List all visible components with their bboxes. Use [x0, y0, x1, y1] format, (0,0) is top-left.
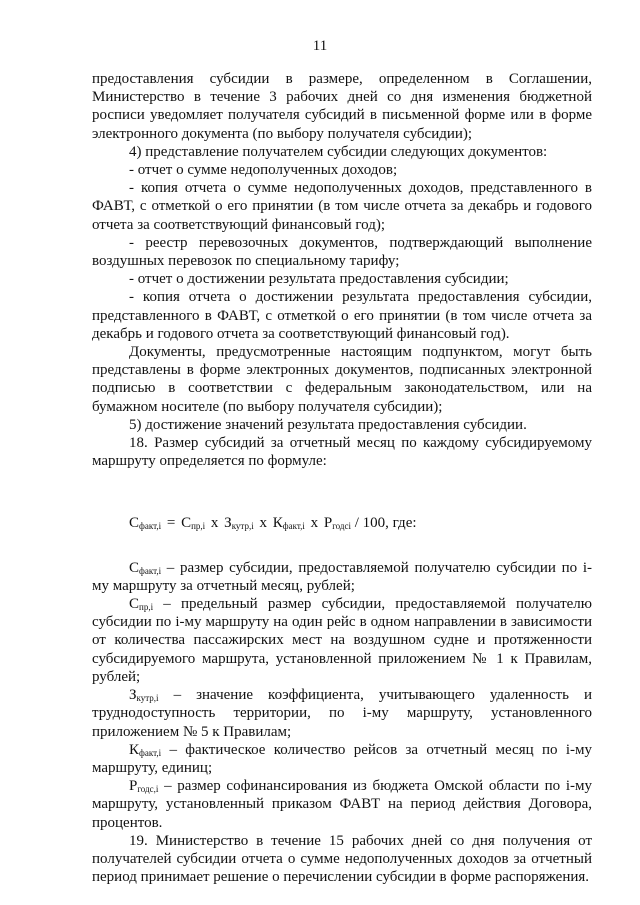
definition-text: – размер софинансирования из бюджета Омской области по i-му маршруту, установленный приказом ФАВТ на период действия Договора, процентов. — [92, 778, 592, 831]
definition-symbol: К — [129, 741, 140, 758]
definition-symbol: З — [129, 687, 137, 704]
formula-symbol: С — [129, 515, 140, 532]
definition-subscript: факт,i — [139, 565, 162, 576]
paragraph: предоставления субсидии в размере, определенном в Соглашении, Министерство в течение 3 рабочих дней со дня изменения бюджетной росписи уведомляет получателя субсидий в письменной форме или в форме электронного документа (по выбору получателя субсидии); — [92, 71, 592, 142]
formula-subscript: факт,i — [282, 521, 305, 532]
paragraph: Документы, предусмотренные настоящим подпунктом, могут быть представлены в форме электронных документов, подписанных электронной подписью в соответствии с федеральным законодательством, или на бумажном носителе (по выбору получателя субсидии); — [92, 344, 592, 415]
list-item: - реестр перевозочных документов, подтверждающий выполнение воздушных перевозок по специальному тарифу; — [92, 234, 592, 270]
definition-symbol: С — [129, 559, 140, 576]
definition — [92, 741, 592, 777]
definition-subscript: факт,i — [139, 747, 162, 758]
paragraph: 19. Министерство в течение 15 рабочих дней со дня получения от получателей субсидии отчета о сумме недополученных доходов за отчетный период принимает решение о перечислении субсидии в форме распоряжения. — [92, 832, 592, 886]
formula-symbol: К — [272, 515, 283, 532]
definition-subscript: пр,i — [139, 602, 154, 613]
formula-tail: / 100, где: — [354, 515, 417, 532]
formula-operator: x — [210, 515, 219, 532]
definition-text: – предельный размер субсидии, предоставляемой получателю субсидии по i-му маршруту на один рейс в одном направлении в зависимости от количества пассажирских мест на воздушном судне и протяженности субсидируемого маршрута, установленной приложением № 1 к Правилам, рублей; — [92, 596, 592, 685]
list-item: - копия отчета о сумме недополученных доходов, представленного в ФАВТ, с отметкой о его принятии (в том числе отчета за декабрь и годового отчета за соответствующий финансовый год); — [92, 180, 592, 233]
formula-symbol: Р — [323, 515, 333, 532]
definition-text: – размер субсидии, предоставляемой получателю субсидии по i-му маршруту за отчетный месяц, рублей; — [92, 559, 592, 594]
paragraph: 4) представление получателем субсидии следующих документов: — [129, 143, 548, 160]
list-item: - копия отчета о достижении результата предоставления субсидии, представленного в ФАВТ, с отметкой о его принятии (в том числе отчета за декабрь и годового отчета за соответствующий финансовый год). — [92, 289, 592, 342]
paragraph: 18. Размер субсидий за отчетный месяц по каждому субсидируемому маршруту определяется по формуле: — [92, 435, 592, 470]
definition-text: – значение коэффициента, учитывающего удаленность и труднодоступность территории, по i-му маршруту, установленного приложением № 5 к Правилам; — [92, 687, 592, 740]
list-item: - отчет о сумме недополученных доходов; — [129, 162, 398, 179]
definition — [92, 559, 592, 595]
formula — [92, 514, 592, 532]
formula-operator: = — [166, 515, 176, 532]
paragraph: 5) достижение значений результата предоставления субсидии. — [129, 416, 527, 433]
definition — [92, 777, 592, 832]
formula-symbol: С — [181, 515, 192, 532]
formula-subscript: пр,i — [191, 521, 206, 532]
definition-symbol: Р — [129, 778, 138, 795]
definition-text: – фактическое количество рейсов за отчетный месяц по i-му маршруту, единиц; — [92, 741, 592, 776]
definition — [92, 595, 592, 686]
definition — [92, 686, 592, 741]
formula-operator: x — [259, 515, 267, 532]
definition-subscript: кутр,i — [136, 693, 159, 704]
formula-subscript: факт,i — [139, 521, 162, 532]
list-item: - отчет о достижении результата предоставления субсидии; — [129, 271, 509, 288]
formula-symbol: З — [224, 515, 232, 532]
formula-subscript: кутр,i — [231, 521, 254, 532]
page-number: 11 — [312, 38, 328, 54]
formula-subscript: годсі — [332, 521, 351, 532]
definition-symbol: С — [129, 596, 140, 613]
document-body — [92, 70, 592, 886]
formula-operator: x — [310, 515, 319, 532]
definition-subscript: годс,i — [137, 784, 159, 795]
